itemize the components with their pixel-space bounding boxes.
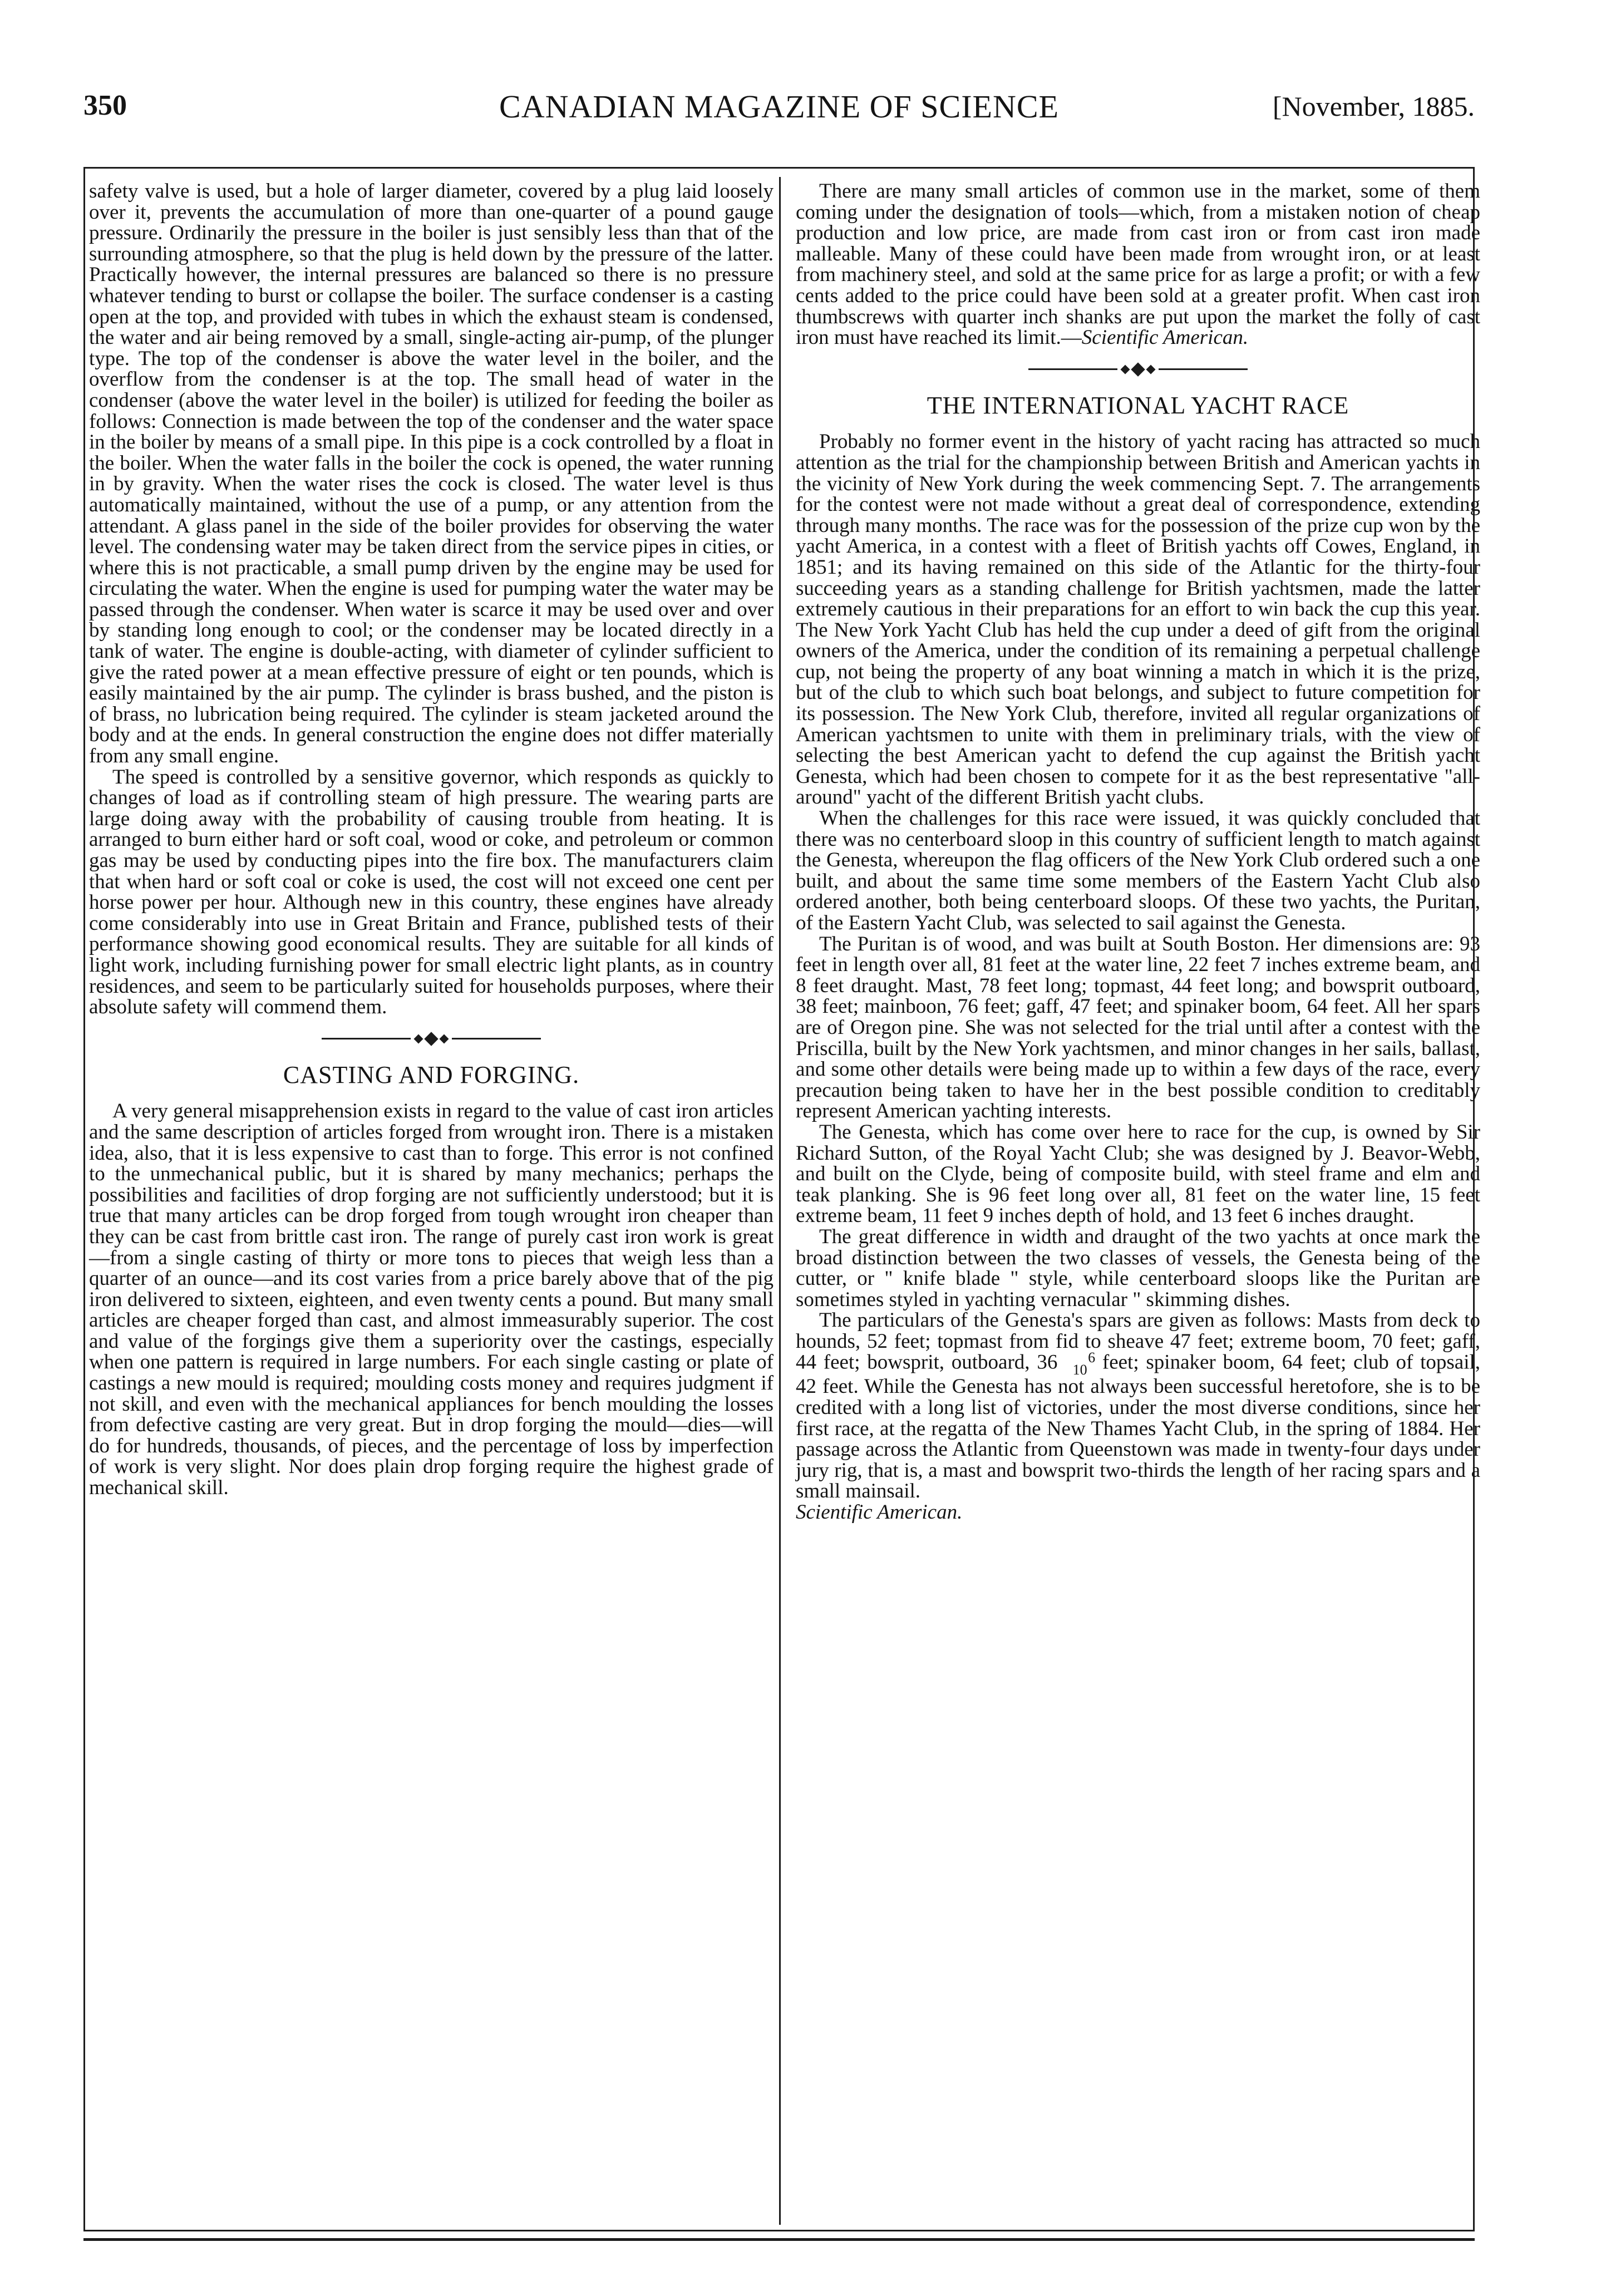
page-number: 350 [83, 90, 127, 121]
right-column [796, 181, 1480, 1523]
spars-text-before: The particulars of the Genesta's spars are given as follows: Masts from deck to hounds, 52 feet; topmast from fid to sheave 47 feet; extreme boom, 70 feet; gaff, 44 feet; bowsprit, outboard, 36 [796, 1309, 1480, 1374]
left-column [89, 181, 774, 1499]
small-articles-text: There are many small articles of common use in the market, some of them coming under the designation of tools—which, from a mistaken notion of cheap production and low price, are made from cast iron or from cast iron made malleable. Many of these could have been made from wrought iron, or at least from machinery steel, and sold at the same price for as large a profit; or with a few cents added to the price could have been sold at a greater profit. When cast iron thumbscrews with quarter inch shanks are put upon the market the folly of cast iron must have reached its limit.— [796, 180, 1480, 349]
source-attribution: Scientific American. [796, 1501, 963, 1524]
fraction-numerator: 6 [1088, 1349, 1096, 1366]
magazine-title: CANADIAN MAGAZINE OF SCIENCE [499, 88, 1059, 125]
column-divider-rule [779, 177, 781, 2225]
yacht-race-paragraph: When the challenges for this race were issued, it was quickly concluded that there was no centerboard sloop in this country of sufficient length to match against the Genesta, whereupon the flag officers of the New York Club ordered such a one built, and about the same time some members of the Eastern Yacht Club also ordered another, both being centerboard sloops. Of these two yachts, the Puritan, of the Eastern Yacht Club, was selected to sail against the Genesta. [796, 807, 1480, 934]
small-articles-paragraph [796, 181, 1480, 348]
section-ornament-divider [796, 358, 1480, 381]
continued-paragraph: safety valve is used, but a hole of larger diameter, covered by a plug laid loosely over it, prevents the accumulation of more than one-quarter of a pound gauge pressure. Ordinarily the pressure in the boiler is just sensibly less than that of the surrounding atmosphere, so that the plug is held down by the pressure of the latter. Practically however, the internal pressures are balanced so there is no pressure whatever tending to burst or collapse the boiler. The surface condenser is a casting open at the top, and provided with tubes in which the exhaust steam is condensed, the water and air being removed by a small, single-acting air-pump, of the plunger type. The top of the condenser is above the water level in the boiler, and the overflow from the condenser is at the top. The small head of water in the condenser (above the water level in the boiler) is utilized for feeding the boiler as follows: Connection is made between the top of the condenser and the water space in the boiler by means of a small pipe. In this pipe is a cock controlled by a float in the boiler. When the water falls in the boiler the cock is opened, the water running in by gravity. When the water rises the cock is closed. The water level is thus automatically maintained, without the use of a pump, or any attention from the attendant. A glass panel in the side of the boiler provides for observing the water level. The condensing water may be taken direct from the service pipes in cities, or where this is not practicable, a small pump driven by the engine may be used for circulating the water. When the engine is used for pumping water the water may be passed through the condenser. When water is scarce it may be used over and over by standing long enough to cool; or the condenser may be located directly in a tank of water. The engine is double-acting, with diameter of cylinder sufficient to give the rated power at a mean effective pressure of eight or ten pounds, which is easily maintained by the air pump. The cylinder is brass bushed, and the piston is of brass, no lubrication being required. The cylinder is steam jacketed around the body and at the ends. In general construction the engine does not differ materially from any small engine. [89, 180, 774, 768]
bottom-double-rule [83, 2238, 1475, 2241]
closing-attribution-paragraph [796, 1502, 1480, 1523]
governor-paragraph: The speed is controlled by a sensitive governor, which responds as quickly to changes of load as if controlling steam of high pressure. The wearing parts are large doing away with the probability of causing trouble from heating. It is arranged to burn either hard or soft coal, wood or coke, and petroleum or common gas may be used by conducting pipes into the fire box. The manufacturers claim that when hard or soft coal or coke is used, the cost will not exceed one cent per horse power per hour. Although new in this country, these engines have already come considerably into use in Great Britain and France, published tests of their performance showing good economical results. They are suitable for all kinds of light work, including furnishing power for small electric light plants, as in country residences, and seem to be particularly suited for households purposes, where their absolute safety will commend them. [89, 765, 774, 1019]
fraction [1065, 1349, 1096, 1378]
page-header [83, 83, 1475, 139]
yacht-race-paragraph: The Puritan is of wood, and was built at South Boston. Her dimensions are: 93 feet in length over all, 81 feet at the water line, 22 feet 7 inches extreme beam, and 8 feet draught. Mast, 78 feet long; topmast, 44 feet long; and bowsprit outboard, 38 feet; mainboon, 76 feet; gaff, 47 feet; and spinaker boom, 64 feet. All her spars are of Oregon pine. She was not selected for the trial until after a contest with the Priscilla, built by the New York yachtsmen, and minor changes in her sails, ballast, and some other details were being made up to within a few days of the race, every precaution being taken to have her in the best possible condition to creditably represent American yachting interests. [796, 932, 1480, 1123]
yacht-race-paragraph: Probably no former event in the history of yacht racing has attracted so much attention as the trial for the championship between British and American yachts in the vicinity of New York during the week commencing Sept. 7. The arrangements for the contest were not made without a great deal of correspondence, extending through many months. The race was for the possession of the prize cup won by the yacht America, in a contest with a fleet of British yachts off Cowes, England, in 1851; and its having remained on this side of the Atlantic for the thirty-four succeeding years as a standing challenge for British yachtsmen, made the latter extremely cautious in their preparations for an effort to win back the cup this year. The New York Yacht Club has held the cup under a deed of gift from the original owners of the America, under the condition of its remaining a perpetual challenge cup, not being the property of any boat winning a match in which it is the prize, but of the club to which such boat belongs, and subject to future competition for its possession. The New York Club, therefore, invited all regular organizations of American yachtsmen to unite with them in preliminary trials, with the view of selecting the best American yacht to defend the cup against the British yacht Genesta, which had been chosen to compete for it as the best representative "all-around" yacht of the different British yacht clubs. [796, 430, 1480, 809]
genesta-spars-paragraph [796, 1310, 1480, 1502]
yacht-race-paragraph: The Genesta, which has come over here to race for the cup, is owned by Sir Richard Sutton, of the Royal Yacht Club; she was designed by J. Beavor-Webb, and built on the Clyde, being of composite build, with steel frame and elm and teak planking. She is 96 feet long over all, 81 feet on the water line, 15 feet extreme beam, 11 feet 9 inches depth of hold, and 13 feet 6 inches draught. [796, 1120, 1480, 1228]
section-ornament-divider [89, 1028, 774, 1050]
spars-text-after: feet; spinaker boom, 64 feet; club of topsail, 42 feet. While the Genesta has not always been successful heretofore, she is to be credited with a long list of victories, under the most diverse conditions, since her first race, at the regatta of the New Thames Yacht Club, in the spring of 1884. Her passage across the Atlantic from Queenstown was made in twenty-four days under jury rig, that is, a mast and bowsprit two-thirds the length of her racing spars and a small mainsail. [796, 1351, 1481, 1503]
source-attribution: Scientific American. [1081, 326, 1249, 349]
casting-forging-paragraph: A very general misapprehension exists in regard to the value of cast iron articles and the same description of articles forged from wrought iron. There is a mistaken idea, also, that it is less expensive to cast than to forge. This error is not confined to the unmechanical public, but it is shared by many mechanics; perhaps the possibilities and facilities of drop forging are not sufficiently understood; but it is true that many articles can be drop forged from tough wrought iron cheaper than they can be cast from brittle cast iron. The range of purely cast iron work is great—from a single casting of thirty or more tons to pieces that weigh less than a quarter of an ounce—and its cost varies from a price barely above that of the pig iron delivered to sixteen, eighteen, and even twenty cents a pound. But many small articles are cheaper forged than cast, and almost immeasurably superior. The cost and value of the forgings give them a superiority over the castings, especially when one pattern is required in large numbers. For each single casting or plate of castings a new mould is required; moulding costs money and requires judgment if not skill, and even with the mechanical appliances for bench moulding the losses from defective casting are very great. But in drop forging the mould—dies—will do for hundreds, thousands, of pieces, and the percentage of loss by imperfection of work is very slight. Nor does plain drop forging require the highest grade of mechanical skill. [89, 1100, 774, 1500]
fraction-denominator: 10 [1072, 1362, 1087, 1378]
section-heading-casting-forging: CASTING AND FORGING. [283, 1061, 580, 1088]
section-heading-yacht-race: THE INTERNATIONAL YACHT RACE [927, 391, 1349, 419]
yacht-race-paragraph: The great difference in width and draught of the two yachts at once mark the broad distinction between the two classes of vessels, the Genesta being of the cutter, or " knife blade " style, while centerboard sloops like the Puritan are sometimes styled in yachting vernacular " skimming dishes. [796, 1225, 1480, 1311]
issue-date: [November, 1885. [1272, 91, 1475, 122]
